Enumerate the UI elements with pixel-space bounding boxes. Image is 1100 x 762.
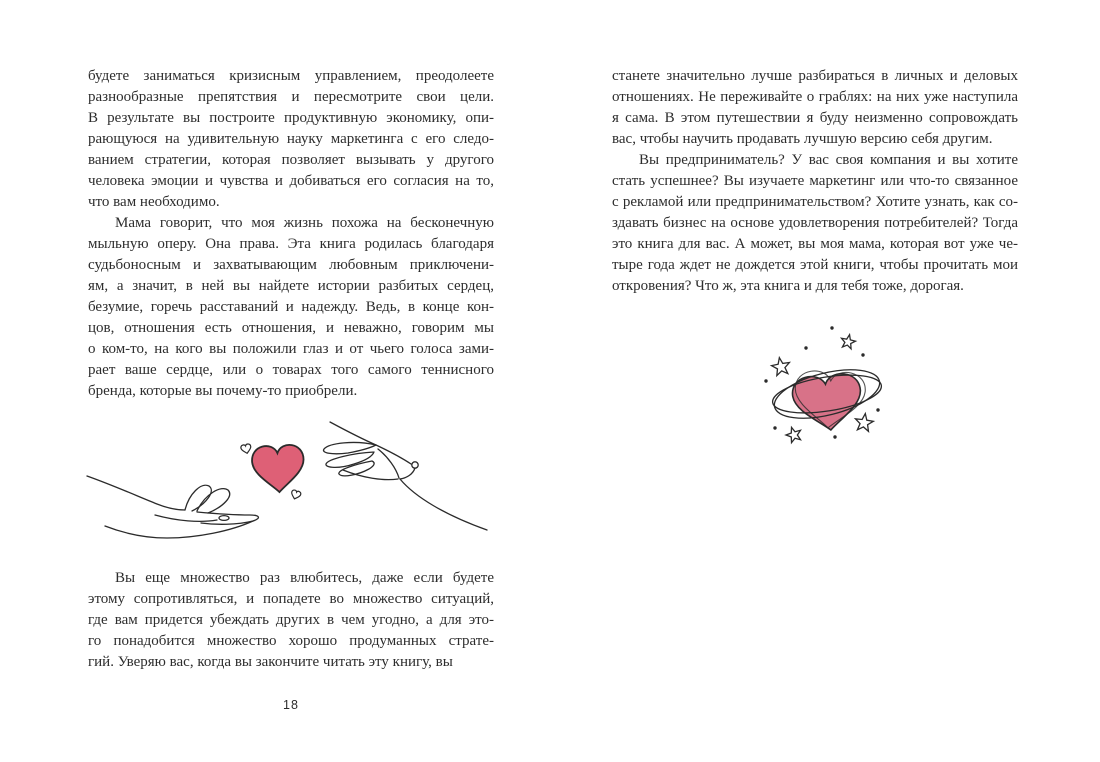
text-line: станете значительно лучше разбираться в личных и деловых [612,68,1018,84]
text-line: о ком-то, на кого вы положили глаз и от чьего голоса зами- [88,341,494,357]
small-heart-icon [240,443,252,454]
star-icon [840,333,857,349]
reaching-hand-icon [324,422,487,530]
text-line: с рекламой или предпринимательством? Хотите узнать, как со- [612,194,1018,210]
text-line: бренда, которые вы почему-то приобрели. [88,383,358,399]
paragraph [612,150,1018,297]
paragraph [88,213,494,402]
text-line: судьбоносным и захватывающим любовным приключени- [88,257,494,273]
text-line: где вам придется убеждать других в чем угодно, а для это- [88,612,494,628]
hands-giving-heart-illustration [85,412,505,552]
small-heart-icon [290,489,301,500]
text-line: Мама говорит, что моя жизнь похожа на бесконечную [115,215,494,231]
text-line: откровения? Что ж, эта книга и для тебя тоже, дорогая. [612,278,964,294]
text-line: тыре года ждет не дождется этой книги, чтобы прочитать мои [612,257,1018,273]
text-line: рающуюся на удивительную науку маркетинга с его следо- [88,131,494,147]
text-line: В результате вы построите продуктивную экономику, опи- [88,110,494,126]
text-line: цов, отношения есть отношения, и неважно, говорим мы [88,320,494,336]
text-line: человека эмоции и чувства и добиваться его согласия на то, [88,173,494,189]
paragraph [88,66,494,213]
heart-icon [251,444,305,493]
left-page-text-top [88,66,494,402]
text-line: Вы предприниматель? У вас своя компания и вы хотите [639,152,1018,168]
left-page-text-bottom [88,568,494,673]
text-line: Вы еще множество раз влюбитесь, даже если будете [115,570,494,586]
text-line: этому сопротивляться, и попадете во множество ситуаций, [88,591,494,607]
text-line: рает ваше сердце, или о товарах того самого теннисного [88,362,494,378]
text-line: ванием стратегии, которая позволяет вызывать у другого [88,152,494,168]
star-icon [770,356,791,376]
star-icon [854,412,874,432]
text-line: вас, чтобы научить продавать лучшую версию себя другим. [612,131,993,147]
heart-orbit-illustration [758,315,923,460]
text-line: мыльную оперу. Она права. Эта книга родилась благодаря [88,236,494,252]
paragraph [612,66,1018,150]
right-page-text [612,66,1018,297]
paragraph [88,568,494,673]
text-line: отношениях. Не переживайте о граблях: на них уже наступила [612,89,1018,105]
text-line: разнообразные препятствия и пересмотрите свои цели. [88,89,494,105]
text-line: это книга для вас. А может, вы моя мама, которая вот уже че- [612,236,1018,252]
text-line: стать успешнее? Вы изучаете маркетинг или что-то связанное [612,173,1018,189]
text-line: я сама. В этом путешествии я буду неизменно сопровождать [612,110,1018,126]
text-line: ям, а значит, в ней вы найдете истории разбитых сердец, [88,278,494,294]
heart-icon [791,372,865,433]
star-icon [784,425,803,443]
text-line: что вам необходимо. [88,194,220,210]
text-line: будете заниматься кризисным управлением, преодолеете [88,68,494,84]
text-line: безумие, горечь расставаний и надежду. Ведь, в конце кон- [88,299,494,315]
text-line: го понадобится множество хорошо продуманных страте- [88,633,494,649]
text-line: здавать бизнес на основе удовлетворения потребителей? Тогда [612,215,1018,231]
text-line: гий. Уверяю вас, когда вы закончите читать эту книгу, вы [88,654,453,670]
page-number: 18 [283,698,299,712]
open-palm-hand-icon [87,476,258,538]
